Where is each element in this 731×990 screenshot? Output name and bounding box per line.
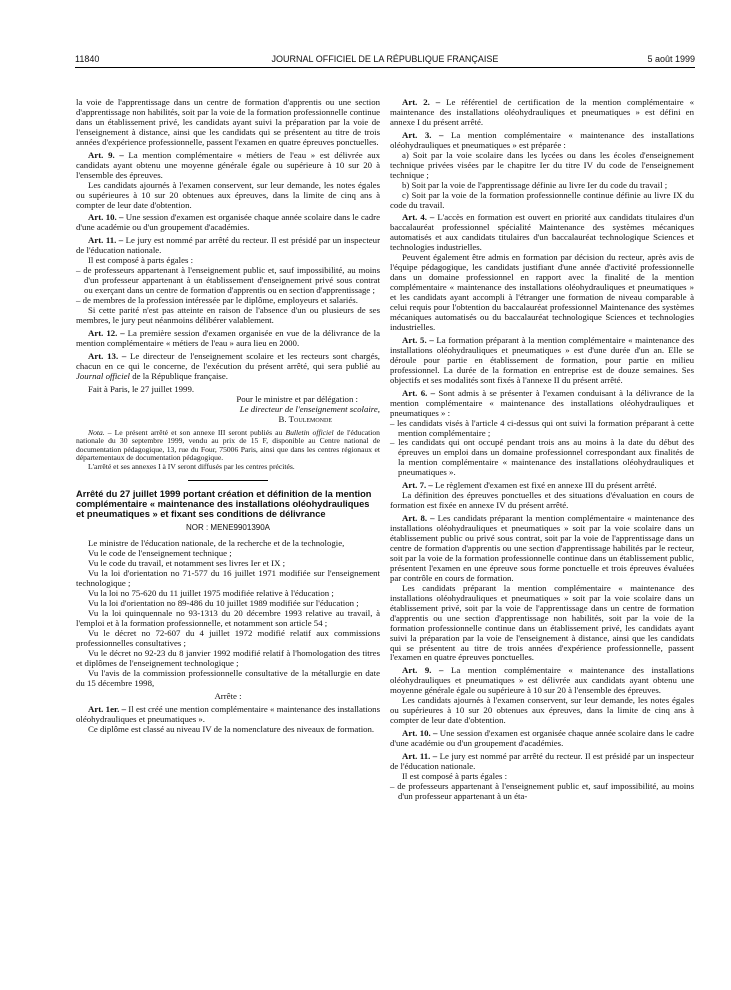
article-text: Sont admis à se présenter à l'examen conduisant à la délivrance de la mention complémentaire « maintenance des installations oléohydrauliques et pneumatiques » :: [390, 387, 695, 418]
article-8: [390, 514, 694, 584]
article-label: Art. 11. –: [88, 235, 124, 246]
minister-line: Le ministre de l'éducation nationale, de la recherche et de la technologie,: [88, 538, 345, 549]
article-label: Art. 9. –: [402, 665, 444, 676]
article-2: [390, 98, 694, 128]
article-12: [76, 329, 380, 349]
article-text: Le jury est nommé par arrêté du recteur. Il est présidé par un inspecteur de l'éducation nationale.: [390, 751, 694, 771]
vu-clause: Vu la loi d'orientation no 71-577 du 16 juillet 1971 modifiée sur l'enseignement technologique ;: [76, 568, 380, 589]
article-text: La première session d'examen organisée en vue de la délivrance de la mention complémentaire « métiers de l'eau » aura lieu en 2000.: [76, 327, 380, 348]
article-10: [390, 729, 694, 749]
header-rule: [75, 67, 695, 68]
article-label: Art. 10. –: [402, 728, 438, 739]
nota-text: de l'éducation nationale du 30 septembre 1999, vendu au prix de 15 F, disponible au Centre national de documentation pédagogique, 13, rue du Four, 75006 Paris, ainsi que dans les centres régionaux et départementaux de documentation pédagogique.: [76, 427, 380, 463]
article-text: de la République française.: [130, 370, 228, 381]
page-header: [75, 54, 695, 68]
nota-paragraph: [76, 429, 380, 463]
bulletin-reference: Bulletin officiel: [285, 427, 334, 437]
vu-clause: Vu la loi quinquennale no 93-1313 du 20 décembre 1993 relative au travail, à l'emploi et à la formation professionnelle, et notamment son article 54 ;: [76, 608, 380, 628]
article-text: Les candidats préparant la mention complémentaire « maintenance des installations oléohydrauliques et pneumatiques » soit par la voie scolaire dans un établissement public ou privé sous contrat, soit par la voie de l'apprentissage dans un centre de formation d'apprentis ou une section d'apprentissage habilités par le recteur, soit par la voie de la formation professionnelle continue dans un établissement public, présentent l'examen en une épreuve sous forme ponctuelle et trois épreuves évaluées par contrôle en cours de formation.: [390, 513, 695, 583]
article-text: Le directeur de l'enseignement scolaire et les recteurs sont chargés, chacun en ce qui le concerne, de l'exécution du présent arrêté, qui sera publié au: [76, 350, 380, 371]
article-text: L'accès en formation est ouvert en priorité aux candidats titulaires d'un baccalauréat professionnel spécialité Maintenance des systèmes mécaniques automatisés et aux candidats titulaires d'un baccalauréat technologique Sciences et technologies industrielles.: [390, 212, 695, 253]
article-label: Art. 1er. –: [88, 703, 126, 714]
article-text: Le jury est nommé par arrêté du recteur. Il est présidé par un inspecteur de l'éducation nationale.: [76, 235, 380, 256]
jury-list: [76, 266, 380, 306]
vu-clause: Vu le décret no 72-607 du 4 juillet 1972 modifié relatif aux commissions professionnelles consultatives ;: [76, 627, 380, 648]
article-13: [76, 352, 380, 382]
issue-date: 5 août 1999: [647, 54, 695, 64]
article-6: [390, 389, 694, 419]
article-4: [390, 213, 694, 253]
arrete-heading: Arrête :: [214, 690, 242, 701]
list-item: – de professeurs appartenant à l'enseignement public et, sauf impossibilité, au moins d'un professeur appartenant à un établissement d'enseignement privé sous contrat ou exerçant dans un centre de formation d'apprentis ou en section d'apprentissage ;: [76, 266, 380, 296]
article-label: Art. 9. –: [88, 149, 124, 160]
signature-title: Le directeur de l'enseignement scolaire,: [239, 403, 380, 414]
journal-title: JOURNAL OFFICIEL DE LA RÉPUBLIQUE FRANÇAISE: [271, 54, 499, 64]
nor-reference: NOR : MENE9901390A: [185, 523, 271, 533]
signatory-name: B. Toulemonde: [278, 413, 332, 424]
paragraph: a) Soit par la voie scolaire dans les lycées ou dans les écoles d'enseignement technique privées visées par le chapitre Ier du titre IV du code de l'enseignement technique ;: [390, 149, 694, 180]
left-column: [76, 98, 380, 734]
article-11: [390, 752, 694, 772]
article-3: [390, 131, 694, 151]
paragraph: Les candidats ajournés à l'examen conservent, sur leur demande, les notes égales ou supérieures à 10 sur 20 obtenues aux épreuves, dans la limite de cinq ans à compter de leur date d'obtention.: [390, 695, 694, 726]
article-label: Art. 3. –: [402, 129, 444, 140]
article-label: Art. 5. –: [402, 334, 434, 345]
article-text: Il est créé une mention complémentaire « maintenance des installations oléohydrauliques et pneumatiques ».: [76, 703, 380, 724]
list-item: – les candidats visés à l'article 4 ci-dessus qui ont suivi la formation préparant à cette mention complémentaire ;: [390, 419, 694, 439]
paragraph: c) Soit par la voie de la formation professionnelle continue définie au livre IX du code du travail.: [390, 189, 694, 210]
paragraph: Peuvent également être admis en formation par décision du recteur, après avis de l'équipe pédagogique, les candidats justifiant d'une année d'activité professionnelle dans un domaine professionnel en rapport avec la finalité de la mention complémentaire « maintenance des installations oléohydrauliques et pneumatiques » et les candidats ayant accompli à l'étranger une formation de niveau comparable à celui requis pour l'obtention du baccalauréat professionnel Maintenance des systèmes mécaniques automatisés ou du baccalauréat technologique Sciences et technologies industrielles.: [390, 252, 694, 332]
article-text: La formation préparant à la mention complémentaire « maintenance des installations oléohydrauliques et pneumatiques » est d'une durée d'un an. Elle se déroule pour partie en établissement de formation, pour partie en milieu professionnel. La durée de la formation en entreprise est de douze semaines. Ses objectifs et ses modalités sont fixés à l'annexe II du présent arrêté.: [390, 334, 694, 385]
signature-place-date: Fait à Paris, le 27 juillet 1999.: [88, 383, 195, 394]
article-label: Art. 13. –: [88, 350, 127, 361]
vu-clause: Vu le code du travail, et notamment ses livres Ier et IX ;: [88, 558, 286, 569]
article-label: Art. 12. –: [88, 327, 125, 338]
vu-clause: Vu la loi no 75-620 du 11 juillet 1975 modifiée relative à l'éducation ;: [88, 588, 334, 599]
paragraph: Il est composé à parts égales :: [402, 770, 508, 781]
list-item: – les candidats qui ont occupé pendant trois ans au moins à la date du début des épreuves un emploi dans un domaine professionnel correspondant aux finalités de la mention complémentaire « maintenance des installations oléohydrauliques et pneumatiques ».: [390, 438, 694, 478]
article-text: Le référentiel de certification de la mention complémentaire « maintenance des installations oléohydrauliques et pneumatiques » est défini en annexe I du présent arrêté.: [390, 97, 695, 127]
article-9: [76, 151, 380, 181]
article-label: Art. 7. –: [402, 480, 433, 491]
paragraph: Si cette parité n'est pas atteinte en raison de l'absence d'un ou plusieurs de ses membres, le jury peut néanmoins délibérer valablement.: [76, 305, 380, 326]
journal-reference: Journal officiel: [76, 370, 130, 381]
page-number: 11840: [75, 54, 100, 64]
article-label: Art. 11. –: [402, 751, 438, 762]
vu-clause: Vu la loi d'orientation no 89-486 du 10 juillet 1989 modifiée sur l'éducation ;: [88, 598, 359, 609]
paragraph: La définition des épreuves ponctuelles et des situations d'évaluation en cours de formation est fixée en annexe IV du présent arrêté.: [390, 490, 694, 511]
article-11: [76, 236, 380, 256]
paragraph: Ce diplôme est classé au niveau IV de la nomenclature des niveaux de formation.: [88, 723, 375, 734]
article-9: [390, 666, 694, 696]
article-5: [390, 336, 694, 386]
article-text: Le règlement d'examen est fixé en annexe III du présent arrêté.: [432, 480, 657, 491]
nota-text: Le présent arrêté et son annexe III seront publiés au: [111, 427, 286, 437]
article-label: Art. 6. –: [402, 387, 436, 398]
list-item: – de membres de la profession intéressée par le diplôme, employeurs et salariés.: [76, 296, 380, 306]
paragraph: Les candidats ajournés à l'examen conservent, sur leur demande, les notes égales ou supérieures à 10 sur 20 obtenues aux épreuves, dans la limite de cinq ans à compter de leur date d'obtention.: [76, 179, 380, 210]
article-label: Art. 4. –: [402, 212, 435, 223]
nota-label: Nota. –: [88, 427, 112, 437]
vu-clause: Vu le code de l'enseignement technique ;: [88, 548, 232, 559]
paragraph: Les candidats préparant la mention complémentaire « maintenance des installations oléohydrauliques et pneumatiques » soit par la voie scolaire dans un établissement privé, soit par la voie de l'apprentissage dans un centre de formation d'apprentis ou une section d'apprentissage non habilités, soit par la voie de la formation professionnelle continue dans un établissement privé, les candidats ayant suivi la préparation par la voie de l'enseignement à distance, ainsi que les candidats qui se présentent au titre de trois années d'expérience professionnelle, passent l'examen en quatre épreuves ponctuelles.: [390, 582, 694, 663]
decree-title: Arrêté du 27 juillet 1999 portant création et définition de la mention complémentaire « maintenance des installations oléohydrauliques et pneumatiques » et fixant ses conditions de délivrance: [76, 488, 372, 520]
intro-paragraph: la voie de l'apprentissage dans un centre de formation d'apprentis ou une section d'apprentissage non habilités, soit par la voie de la formation professionnelle continue dans un établissement privé, les candidats ayant suivi la préparation par la voie de l'enseignement à distance, ainsi que les candidats qui se présentent au titre de trois années d'expérience professionnelle, passent l'examen en quatre épreuves ponctuelles.: [76, 97, 380, 147]
article-text: La mention complémentaire « métiers de l'eau » est délivrée aux candidats ayant obtenu une moyenne générale égale ou supérieure à 10 sur 20 à l'ensemble des épreuves.: [76, 149, 381, 180]
right-column: [390, 98, 694, 802]
article-10: [76, 213, 380, 233]
article-text: Une session d'examen est organisée chaque année scolaire dans le cadre d'une académie ou d'un groupement d'académies.: [76, 212, 380, 233]
nota-block: [76, 429, 380, 472]
article-text: Une session d'examen est organisée chaque année scolaire dans le cadre d'une académie ou d'un groupement d'académies.: [390, 728, 694, 749]
paragraph: Il est composé à parts égales :: [88, 255, 194, 266]
list-item: – de professeurs appartenant à l'enseignement public et, sauf impossibilité, au moins d'un professeur appartenant à un éta-: [390, 782, 694, 802]
article-text: La mention complémentaire « maintenance des installations oléohydrauliques et pneumatiques » est délivrée aux candidats ayant obtenu une moyenne générale égale ou supérieure à 10 sur 20 à l'ensemble des épreuves.: [390, 665, 694, 696]
article-text: La mention complémentaire « maintenance des installations oléohydrauliques et pneumatiques » est préparée :: [390, 129, 694, 150]
article-label: Art. 8. –: [402, 513, 435, 524]
nota-paragraph: L'arrêté et ses annexes I à IV seront diffusés par les centres précités.: [88, 461, 295, 471]
paragraph: b) Soit par la voie de l'apprentissage définie au livre Ier du code du travail ;: [402, 179, 668, 190]
section-divider: [188, 480, 268, 481]
vu-clause: Vu l'avis de la commission professionnelle consultative de la métallurgie en date du 15 décembre 1998,: [76, 667, 380, 688]
vu-clause: Vu le décret no 92-23 du 8 janvier 1992 modifié relatif à l'homologation des titres et diplômes de l'enseignement technologique ;: [76, 647, 380, 668]
article-label: Art. 10. –: [88, 212, 124, 223]
signature-line: Pour le ministre et par délégation :: [236, 393, 358, 404]
article-label: Art. 2. –: [402, 97, 441, 107]
candidates-list: [390, 419, 694, 479]
jury-list: [390, 782, 694, 802]
article-1: [76, 705, 380, 725]
